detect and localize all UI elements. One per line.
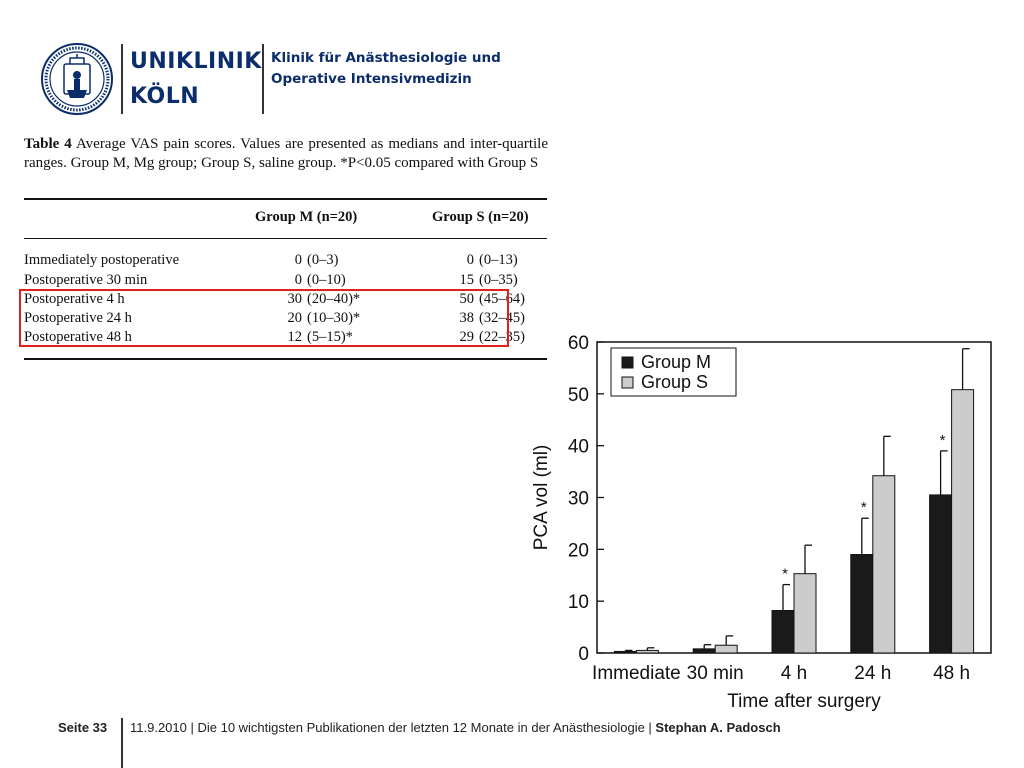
- brand-line-2: KÖLN: [130, 84, 200, 109]
- group-s-median: 38: [459, 310, 474, 326]
- y-tick-label: 10: [567, 592, 589, 614]
- group-m-iqr: (0–10): [307, 272, 346, 288]
- group-s-median: 15: [459, 272, 474, 288]
- group-s-iqr: (22–35): [479, 329, 525, 345]
- row-label: Postoperative 30 min: [24, 272, 148, 288]
- group-m-median: 20: [287, 310, 302, 326]
- table-rule-bottom: [24, 358, 547, 360]
- x-axis-label: Time after surgery: [727, 691, 881, 712]
- group-m-iqr: (5–15)*: [307, 329, 353, 345]
- y-tick-label: 60: [567, 333, 589, 354]
- footer-author: Stephan A. Padosch: [655, 720, 781, 735]
- group-s-median: 29: [459, 329, 474, 345]
- table-caption-text: Average VAS pain scores. Values are presented as medians and inter-quartile ranges. Group M, Mg group; Group S, saline group. *P<0.05 compared with Group S: [24, 136, 548, 171]
- bar-group-m: [693, 649, 715, 653]
- legend-swatch: [622, 357, 633, 368]
- group-s-median: 0: [466, 252, 474, 268]
- significance-marker: *: [782, 565, 788, 583]
- group-m-median: 30: [287, 291, 302, 307]
- pca-volume-bar-chart: [520, 330, 1000, 715]
- university-seal-logo: [40, 42, 114, 116]
- table-row: [24, 271, 548, 290]
- x-tick-label: 4 h: [780, 663, 808, 684]
- footer-description: 11.9.2010 | Die 10 wichtigsten Publikationen der letzten 12 Monate in der Anästhesiologie |: [130, 720, 656, 735]
- row-label: Postoperative 4 h: [24, 291, 125, 307]
- group-s-iqr: (32–45): [479, 310, 525, 326]
- table-caption-lead: Table 4: [24, 136, 72, 152]
- bar-group-m: [930, 495, 952, 653]
- group-s-median: 50: [459, 291, 474, 307]
- y-tick-label: 0: [578, 644, 589, 665]
- footer-divider: [121, 718, 123, 768]
- group-m-median: 0: [294, 272, 302, 288]
- bar-group-m: [772, 610, 794, 653]
- legend-label: Group M: [641, 352, 712, 372]
- page-number: Seite 33: [58, 720, 108, 735]
- bar-group-m: [614, 651, 636, 653]
- significance-marker: *: [860, 499, 867, 517]
- group-m-iqr: (10–30)*: [307, 310, 361, 326]
- bar-group-s: [636, 650, 658, 653]
- clinic-line-1: Klinik für Anästhesiologie und: [271, 50, 501, 66]
- bar-group-m: [851, 555, 873, 653]
- group-s-iqr: (0–35): [479, 272, 518, 288]
- highlight-box: [19, 289, 509, 347]
- group-m-iqr: (20–40)*: [307, 291, 361, 307]
- group-s-iqr: (0–13): [479, 252, 518, 268]
- y-tick-label: 30: [567, 488, 589, 510]
- y-axis-label: PCA vol (ml): [531, 444, 552, 551]
- brand-name: [130, 44, 262, 114]
- table-rule-top: [24, 198, 547, 200]
- header-divider: [262, 44, 264, 114]
- y-tick-label: 20: [567, 540, 589, 562]
- x-tick-label: 30 min: [686, 663, 744, 684]
- clinic-name: [271, 48, 501, 90]
- table-row: [24, 251, 548, 270]
- footer-text: [130, 720, 781, 735]
- row-label: Immediately postoperative: [24, 252, 180, 268]
- group-s-iqr: (45–64): [479, 291, 525, 307]
- legend-label: Group S: [641, 372, 709, 392]
- x-tick-label: 24 h: [854, 663, 892, 684]
- column-header-group-m: Group M (n=20): [255, 209, 358, 225]
- table-rule-header: [24, 238, 547, 239]
- bar-group-s: [952, 390, 974, 653]
- row-label: Postoperative 24 h: [24, 310, 132, 326]
- y-tick-label: 40: [567, 436, 589, 458]
- row-label: Postoperative 48 h: [24, 329, 132, 345]
- group-m-median: 12: [287, 329, 302, 345]
- group-m-median: 0: [294, 252, 302, 268]
- significance-marker: *: [939, 431, 946, 449]
- bar-group-s: [873, 476, 895, 653]
- bar-group-s: [794, 574, 816, 653]
- legend-swatch: [622, 377, 633, 388]
- group-m-iqr: (0–3): [307, 252, 339, 268]
- x-tick-label: 48 h: [933, 663, 971, 684]
- bar-group-s: [715, 645, 737, 653]
- clinic-line-2: Operative Intensivmedizin: [271, 71, 472, 87]
- x-tick-label: Immediate: [592, 663, 681, 684]
- column-header-group-s: Group S (n=20): [432, 209, 529, 225]
- brand-line-1: UNIKLINIK: [130, 49, 262, 74]
- y-tick-label: 50: [567, 384, 589, 406]
- table-caption: [24, 135, 548, 173]
- header-divider: [121, 44, 123, 114]
